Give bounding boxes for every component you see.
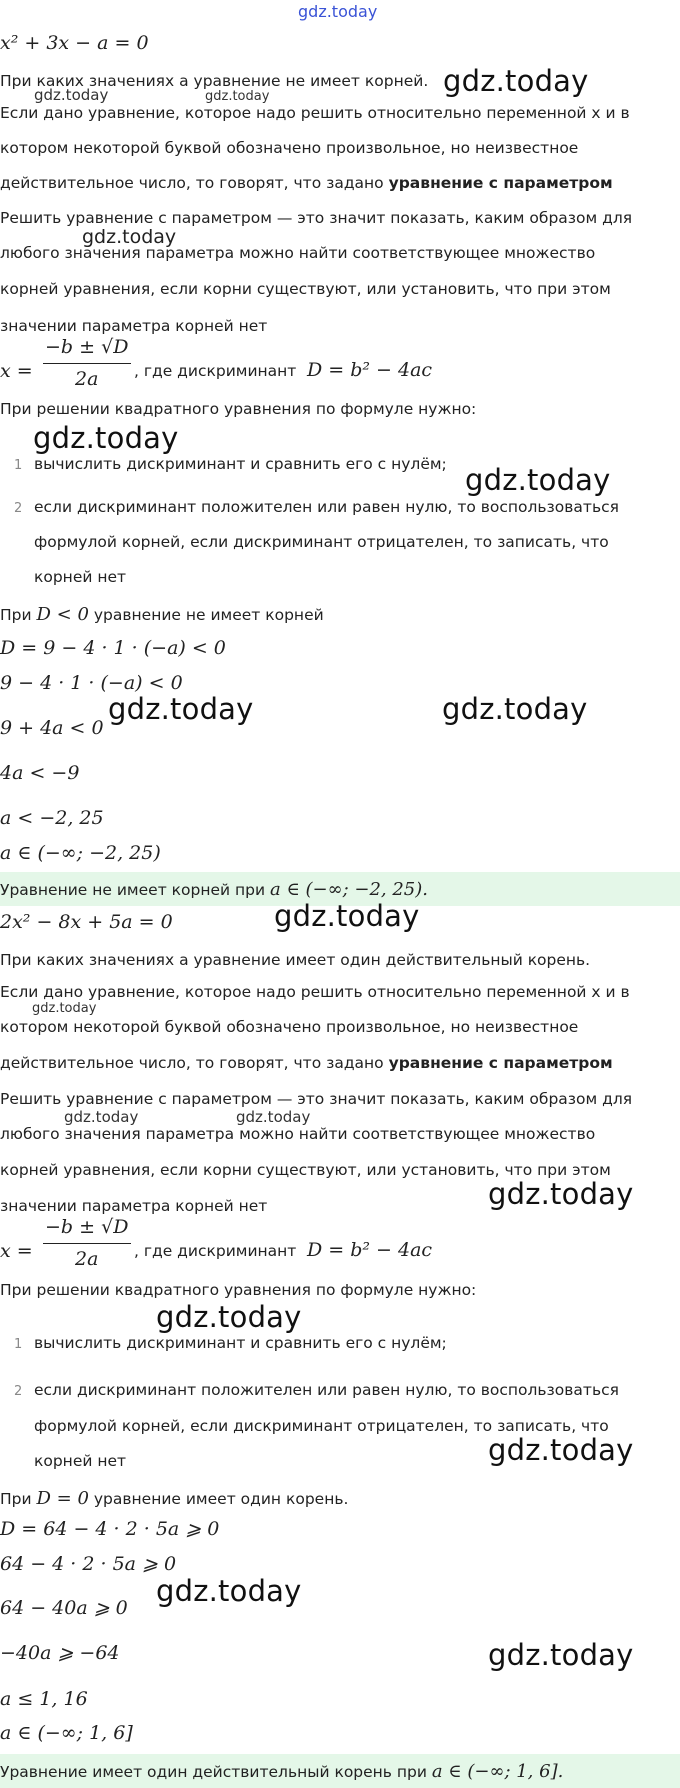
watermark: gdz.today — [488, 1177, 634, 1211]
calc-line: a < −2, 25 — [0, 807, 104, 829]
watermark-small: gdz.today — [34, 86, 109, 104]
watermark-small: gdz.today — [32, 1001, 97, 1016]
steps-intro: При решении квадратного уравнения по формуле нужно: — [0, 1281, 477, 1299]
paragraph-line: Решить уравнение с параметром — это значит показать, каким образом для — [0, 1090, 633, 1108]
condition-math: D < 0 — [36, 604, 89, 625]
watermark-small: gdz.today — [82, 226, 177, 248]
formula-lhs: x = — [0, 360, 33, 382]
list-item-text: если дискриминант положителен или равен нулю, то воспользоваться — [34, 1381, 619, 1399]
paragraph-text: действительное число, то говорят, что задано — [0, 174, 389, 192]
watermark-small: gdz.today — [64, 1108, 139, 1126]
calc-line: a ∈ (−∞; 1, 6] — [0, 1722, 133, 1744]
formula-discriminant: D = b² − 4ac — [307, 359, 433, 381]
formula-numerator: −b ± √D — [45, 336, 129, 358]
quadratic-formula-fraction — [43, 336, 135, 390]
paragraph-line: значении параметра корней нет — [0, 1197, 268, 1215]
answer-text: Уравнение не имеет корней при — [0, 881, 270, 899]
fraction-bar — [43, 1243, 131, 1244]
calc-line: D = 64 − 4 · 2 · 5a ⩾ 0 — [0, 1518, 220, 1540]
equation-1: x² + 3x − a = 0 — [0, 32, 149, 54]
condition-line — [0, 604, 324, 625]
condition-post: уравнение не имеет корней — [93, 606, 324, 624]
paragraph-line: корней уравнения, если корни существуют, или установить, что при этом — [0, 1161, 611, 1179]
header-watermark: gdz.today — [298, 2, 378, 21]
answer-math: a ∈ (−∞; −2, 25). — [269, 879, 428, 900]
answer-2 — [0, 1761, 563, 1782]
formula-where: , где дискриминант — [134, 1242, 297, 1260]
paragraph-line: любого значения параметра можно найти соответствующее множество — [0, 1125, 596, 1143]
question-1: При каких значениях a уравнение не имеет корней. — [0, 72, 429, 90]
list-item-text: корней нет — [34, 568, 127, 586]
list-item-text: вычислить дискриминант и сравнить его с нулём; — [34, 1334, 447, 1352]
paragraph-text: действительное число, то говорят, что задано — [0, 1054, 389, 1072]
list-number: 2 — [14, 501, 23, 516]
answer-1 — [0, 879, 428, 900]
paragraph-line — [0, 1054, 613, 1072]
calc-line: a ∈ (−∞; −2, 25) — [0, 842, 161, 864]
paragraph-line: корней уравнения, если корни существуют, или установить, что при этом — [0, 280, 611, 298]
list-item-text: формулой корней, если дискриминант отрицателен, то записать, что — [34, 1417, 609, 1435]
paragraph-line: значении параметра корней нет — [0, 317, 268, 335]
watermark: gdz.today — [488, 1433, 634, 1467]
list-number: 1 — [14, 1337, 23, 1352]
condition-math: D = 0 — [36, 1488, 89, 1509]
paragraph-line — [0, 174, 613, 192]
watermark: gdz.today — [274, 899, 420, 933]
quadratic-formula-fraction — [43, 1216, 135, 1270]
answer-math: a ∈ (−∞; 1, 6]. — [431, 1761, 564, 1782]
calc-line: 4a < −9 — [0, 762, 80, 784]
paragraph-line: Если дано уравнение, которое надо решить относительно переменной x и в — [0, 983, 630, 1001]
list-item-text: вычислить дискриминант и сравнить его с нулём; — [34, 455, 447, 473]
paragraph-line: Решить уравнение с параметром — это значит показать, каким образом для — [0, 209, 633, 227]
paragraph-line: котором некоторой буквой обозначено произвольное, но неизвестное — [0, 1018, 579, 1036]
bold-term: уравнение с параметром — [388, 1054, 613, 1072]
list-number: 1 — [14, 458, 23, 473]
watermark: gdz.today — [156, 1300, 302, 1334]
formula-where: , где дискриминант — [134, 362, 297, 380]
bold-term: уравнение с параметром — [388, 174, 613, 192]
formula-numerator: −b ± √D — [45, 1216, 129, 1238]
watermark-small: gdz.today — [236, 1108, 311, 1126]
fraction-bar — [43, 363, 131, 364]
condition-post: уравнение имеет один корень. — [93, 1490, 349, 1508]
watermark-small: gdz.today — [205, 89, 270, 104]
watermark: gdz.today — [465, 463, 611, 497]
formula-lhs: x = — [0, 1240, 33, 1262]
paragraph-line: котором некоторой буквой обозначено произвольное, но неизвестное — [0, 139, 579, 157]
calc-line: 9 − 4 · 1 · (−a) < 0 — [0, 672, 183, 694]
calc-line: 64 − 4 · 2 · 5a ⩾ 0 — [0, 1553, 177, 1575]
paragraph-line: любого значения параметра можно найти соответствующее множество — [0, 244, 596, 262]
watermark: gdz.today — [443, 64, 589, 98]
calc-line: 9 + 4a < 0 — [0, 717, 104, 739]
equation-2: 2x² − 8x + 5a = 0 — [0, 911, 173, 933]
watermark: gdz.today — [108, 692, 254, 726]
condition-pre: При — [0, 1490, 32, 1508]
calc-line: 64 − 40a ⩾ 0 — [0, 1597, 128, 1619]
formula-denominator: 2a — [75, 368, 99, 390]
formula-denominator: 2a — [75, 1248, 99, 1270]
list-number: 2 — [14, 1384, 23, 1399]
watermark: gdz.today — [33, 421, 179, 455]
calc-line: a ≤ 1, 16 — [0, 1688, 88, 1710]
list-item-text: корней нет — [34, 1452, 127, 1470]
paragraph-line: Если дано уравнение, которое надо решить относительно переменной x и в — [0, 104, 630, 122]
condition-line — [0, 1488, 348, 1509]
answer-text: Уравнение имеет один действительный корень при — [0, 1763, 432, 1781]
list-item-text: формулой корней, если дискриминант отрицателен, то записать, что — [34, 533, 609, 551]
condition-pre: При — [0, 606, 32, 624]
formula-discriminant: D = b² − 4ac — [307, 1239, 433, 1261]
calc-line: −40a ⩾ −64 — [0, 1642, 120, 1664]
watermark: gdz.today — [488, 1638, 634, 1672]
watermark: gdz.today — [442, 692, 588, 726]
calc-line: D = 9 − 4 · 1 · (−a) < 0 — [0, 637, 226, 659]
steps-intro: При решении квадратного уравнения по формуле нужно: — [0, 400, 477, 418]
question-2: При каких значениях a уравнение имеет один действительный корень. — [0, 951, 591, 969]
watermark: gdz.today — [156, 1574, 302, 1608]
list-item-text: если дискриминант положителен или равен нулю, то воспользоваться — [34, 498, 619, 516]
